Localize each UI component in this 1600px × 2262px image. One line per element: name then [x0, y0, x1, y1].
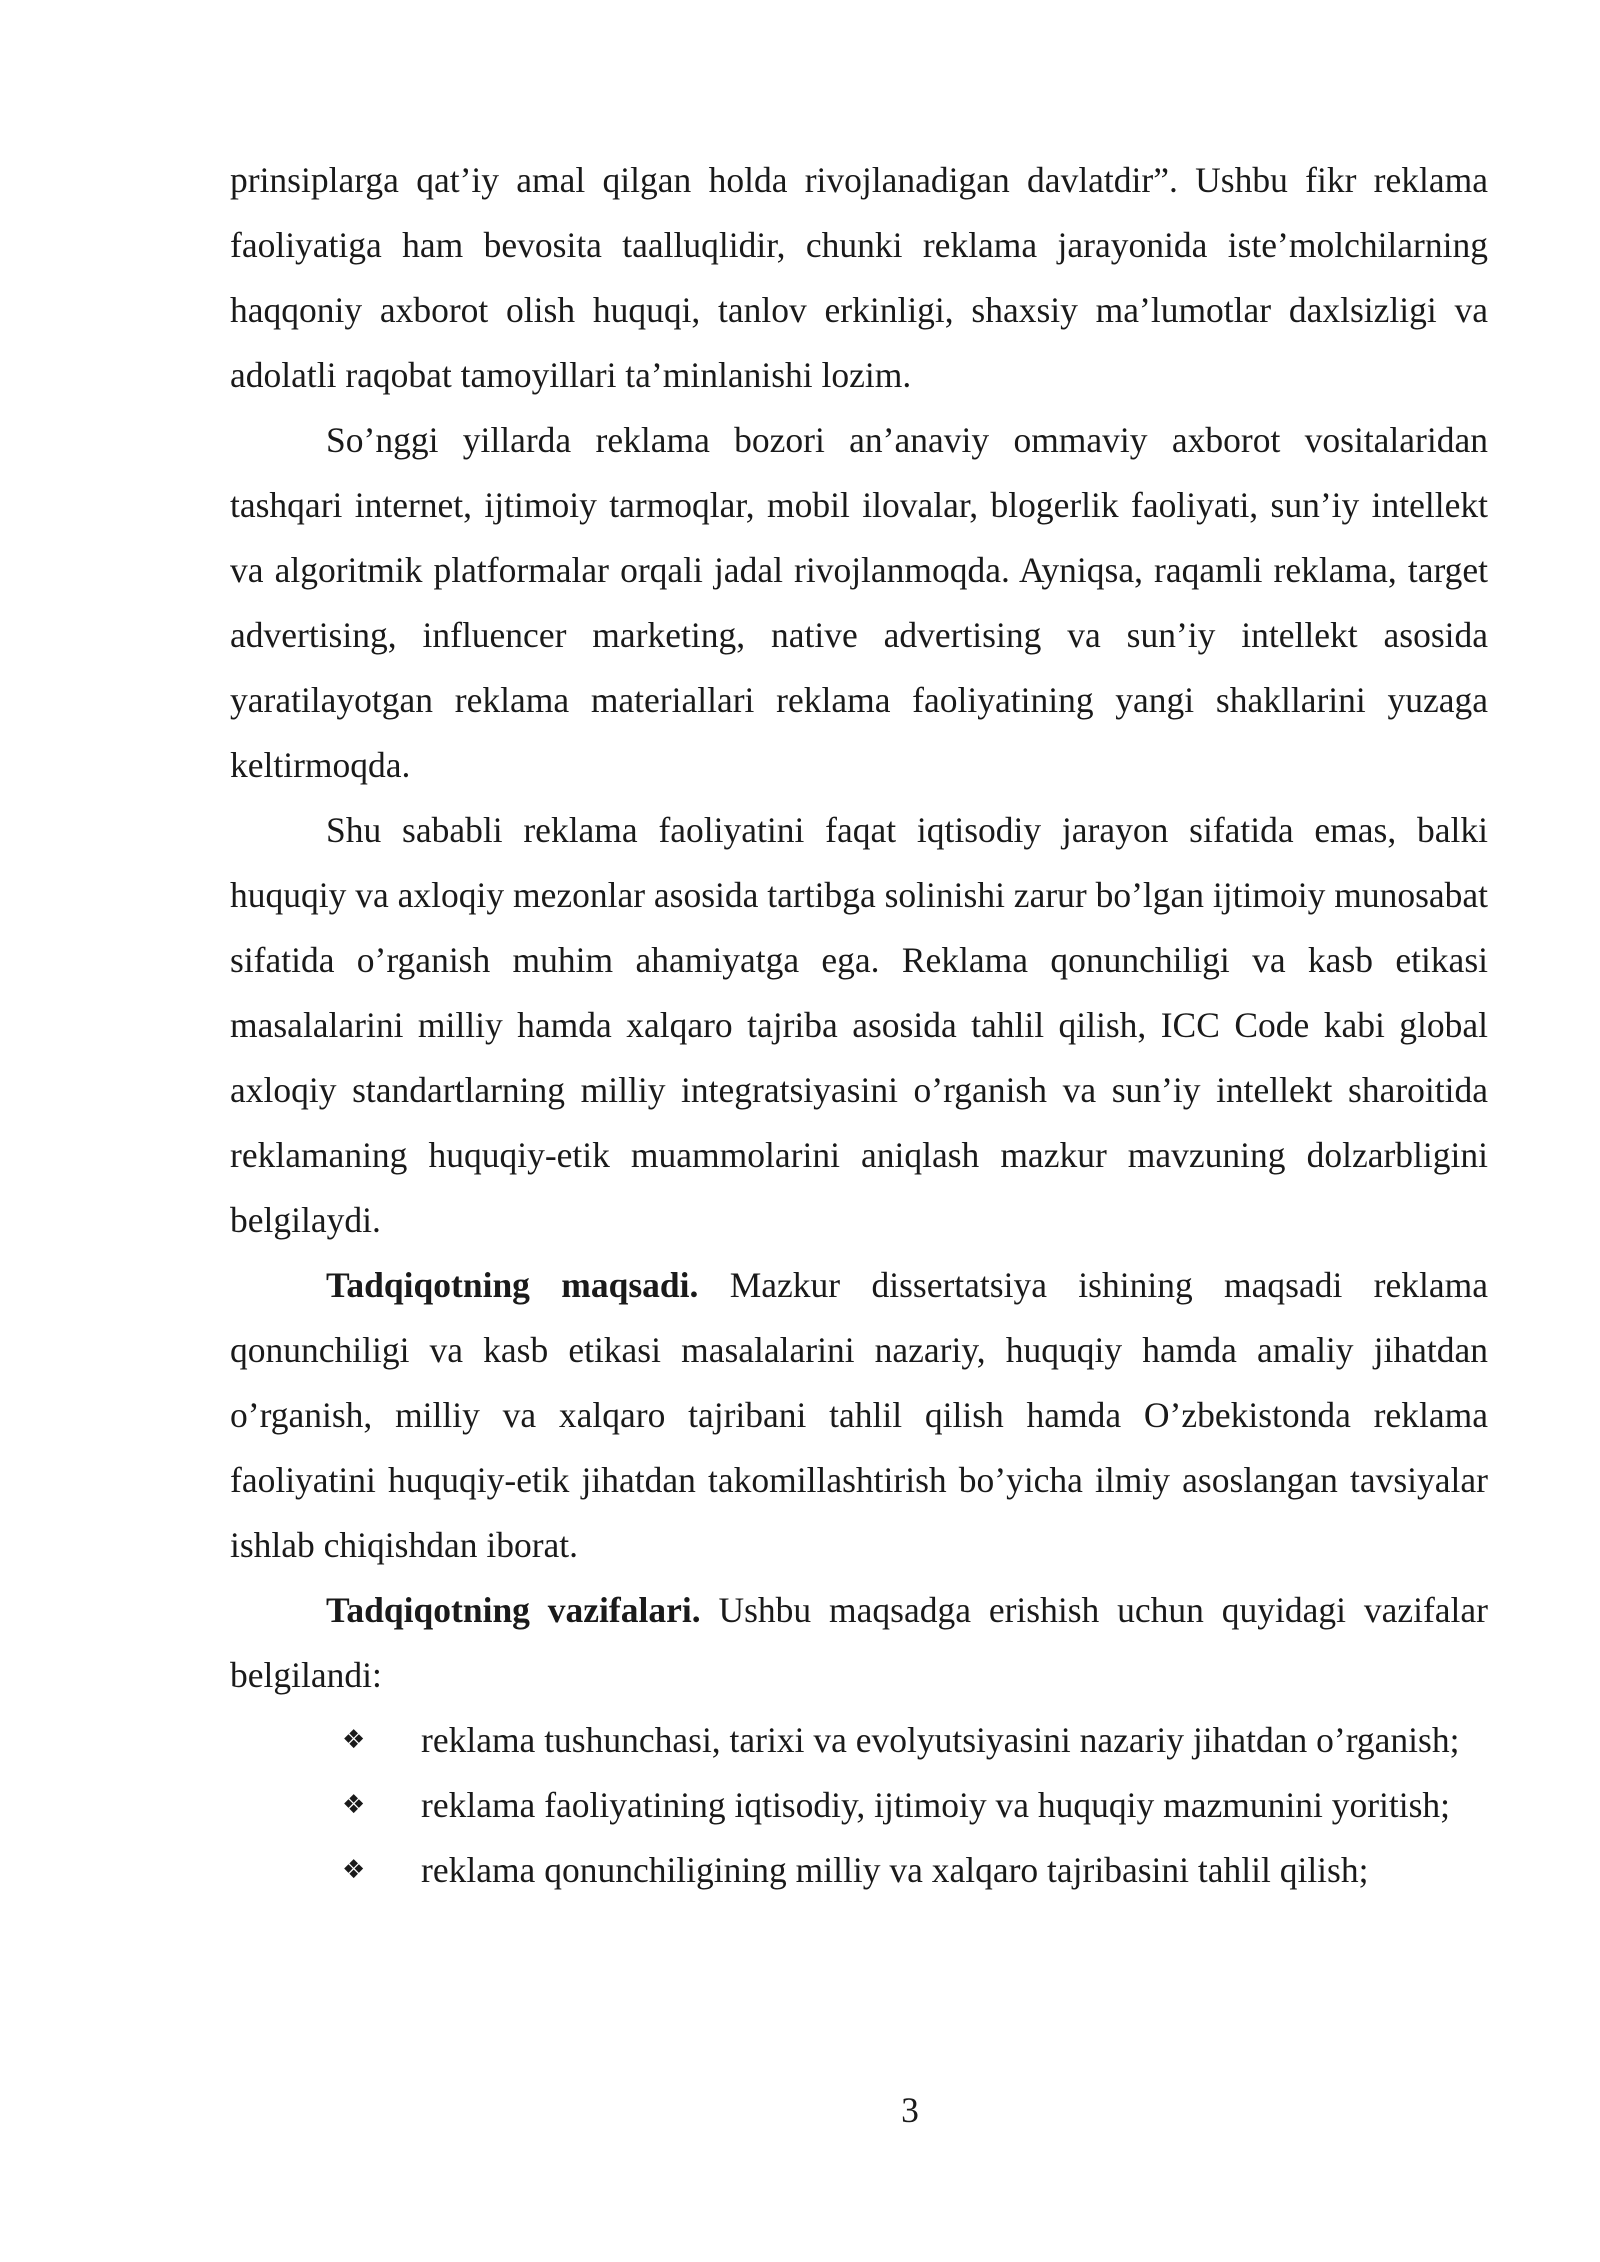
paragraph-text: prinsiplarga qat’iy amal qilgan holda rivojlanadigan davlatdir”. Ushbu fikr reklama faoliyatiga ham bevosita taalluqlidir, chunki reklama jarayonida iste’molchilarning haqqoniy axborot olish huquqi, tanlov erkinligi, shaxsiy ma’lumotlar daxlsizligi va adolatli raqobat tamoyillari ta’minlanishi lozim. [230, 160, 1488, 395]
list-item [230, 1773, 1488, 1838]
diamond-bullet-icon: ❖ [342, 1725, 366, 1755]
paragraph-tasks [230, 1578, 1488, 1708]
paragraph-text: So’nggi yillarda reklama bozori an’anaviy ommaviy axborot vositalaridan tashqari internet, ijtimoiy tarmoqlar, mobil ilovalar, blogerlik faoliyati, sun’iy intellekt va algoritmik platformalar orqali jadal rivojlanmoqda. Ayniqsa, raqamli reklama, target advertising, influencer marketing, native advertising va sun’iy intellekt asosida yaratilayotgan reklama materiallari reklama faoliyatining yangi shakllarini yuzaga keltirmoqda. [230, 420, 1488, 785]
paragraph [230, 148, 1488, 408]
list-item [230, 1708, 1488, 1773]
list-item-text: reklama qonunchiligining milliy va xalqaro tajribasini tahlil qilish; [421, 1850, 1369, 1890]
paragraph-text: Ushbu maqsadga erishish uchun quyidagi vazifalar belgilandi: [230, 1590, 1488, 1695]
paragraph [230, 408, 1488, 798]
paragraph-purpose [230, 1253, 1488, 1578]
page-number: 3 [901, 2090, 919, 2130]
diamond-bullet-icon: ❖ [342, 1855, 366, 1885]
section-heading-purpose: Tadqiqotning maqsadi. [326, 1265, 699, 1305]
section-heading-tasks: Tadqiqotning vazifalari. [326, 1590, 701, 1630]
paragraph-text: Shu sababli reklama faoliyatini faqat iqtisodiy jarayon sifatida emas, balki huquqiy va axloqiy mezonlar asosida tartibga solinishi zarur bo’lgan ijtimoiy munosabat sifatida o’rganish muhim ahamiyatga ega. Reklama qonunchiligi va kasb etikasi masalalarini milliy hamda xalqaro tajriba asosida tahlil qilish, ICC Code kabi global axloqiy standartlarning milliy integratsiyasini o’rganish va sun’iy intellekt sharoitida reklamaning huquqiy-etik muammolarini aniqlash mazkur mavzuning dolzarbligini belgilaydi. [230, 810, 1489, 1240]
body-text [230, 148, 1488, 1903]
paragraph-text: Mazkur dissertatsiya ishining maqsadi reklama qonunchiligi va kasb etikasi masalalarini nazariy, huquqiy hamda amaliy jihatdan o’rganish, milliy va xalqaro tajribani tahlil qilish hamda O’zbekistonda reklama faoliyatini huquqiy-etik jihatdan takomillashtirish bo’yicha ilmiy asoslangan tavsiyalar ishlab chiqishdan iborat. [230, 1265, 1488, 1565]
diamond-bullet-icon: ❖ [342, 1790, 366, 1820]
list-item-text: reklama tushunchasi, tarixi va evolyutsiyasini nazariy jihatdan o’rganish; [421, 1720, 1460, 1760]
paragraph [230, 798, 1488, 1253]
list-item-text: reklama faoliyatining iqtisodiy, ijtimoiy va huquqiy mazmunini yoritish; [421, 1785, 1451, 1825]
list-item [230, 1838, 1488, 1903]
